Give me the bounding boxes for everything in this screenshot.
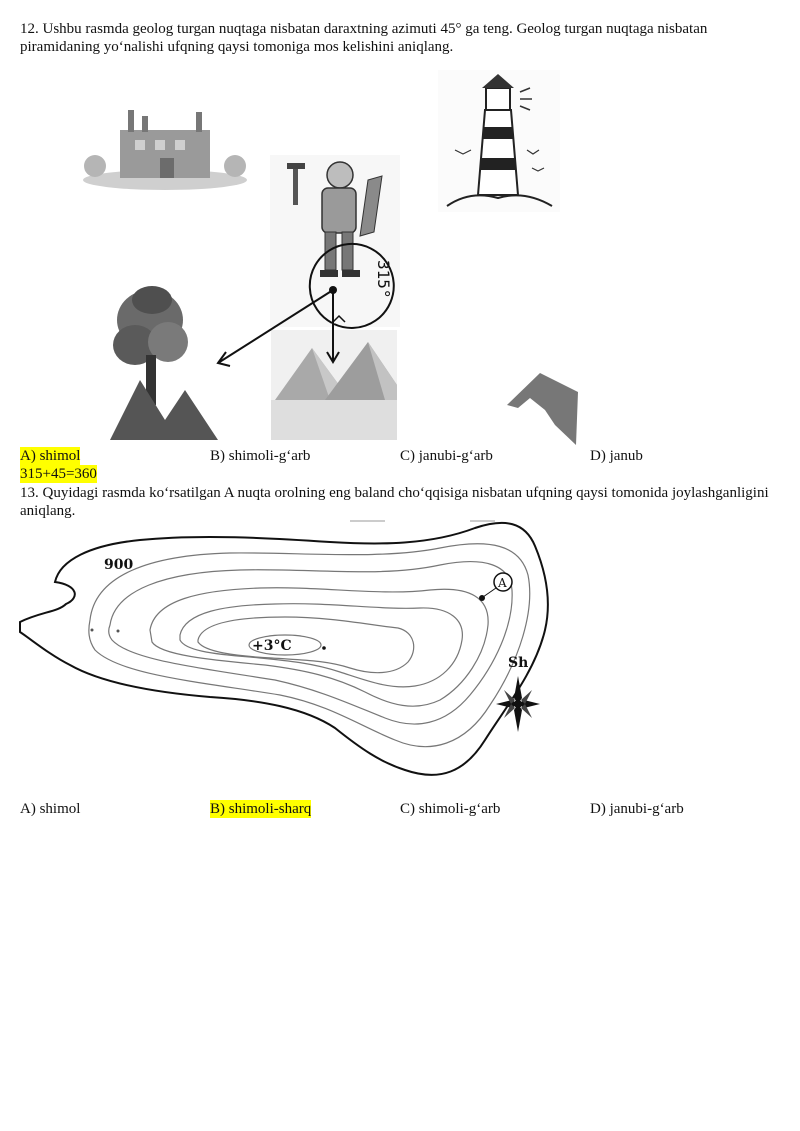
q12-solution: 315+45=360 bbox=[20, 466, 97, 482]
azimuth-angle-label: 315° bbox=[374, 260, 393, 299]
q12-option-c[interactable]: C) janubi-gʻarb bbox=[400, 448, 493, 464]
q12-option-d[interactable]: D) janub bbox=[590, 448, 643, 464]
point-a-label: A bbox=[498, 576, 507, 590]
q12-option-a[interactable]: A) shimol bbox=[20, 448, 81, 464]
q12-option-b[interactable]: B) shimoli-gʻarb bbox=[210, 448, 311, 464]
compass-north-label: Sh bbox=[508, 655, 529, 671]
question-13-text: 13. Quyidagi rasmda koʻrsatilgan A nuqta orolning eng baland choʻqqisiga nisbatan ufqning qaysi tomonida joylashganligini aniqlang. bbox=[20, 485, 769, 519]
contour-line-5 bbox=[198, 617, 414, 673]
q13-option-d[interactable]: D) janubi-gʻarb bbox=[590, 801, 684, 817]
q13-option-c[interactable]: C) shimoli-gʻarb bbox=[400, 801, 501, 817]
temperature-label: +3°C bbox=[252, 638, 292, 654]
height-label: 900 bbox=[104, 557, 134, 573]
q13-option-b[interactable]: B) shimoli-sharq bbox=[210, 801, 312, 817]
q13-option-a[interactable]: A) shimol bbox=[20, 801, 81, 817]
contour-line-3 bbox=[150, 588, 488, 706]
contour-line-2 bbox=[109, 562, 512, 724]
question-12-text: 12. Ushbu rasmda geolog turgan nuqtaga nisbatan daraxtning azimuti 45° ga teng. Geolog turgan nuqtaga nisbatan piramidaning yoʻnalishi ufqning qaysi tomoniga mos kelishini aniqlang. bbox=[20, 21, 708, 55]
